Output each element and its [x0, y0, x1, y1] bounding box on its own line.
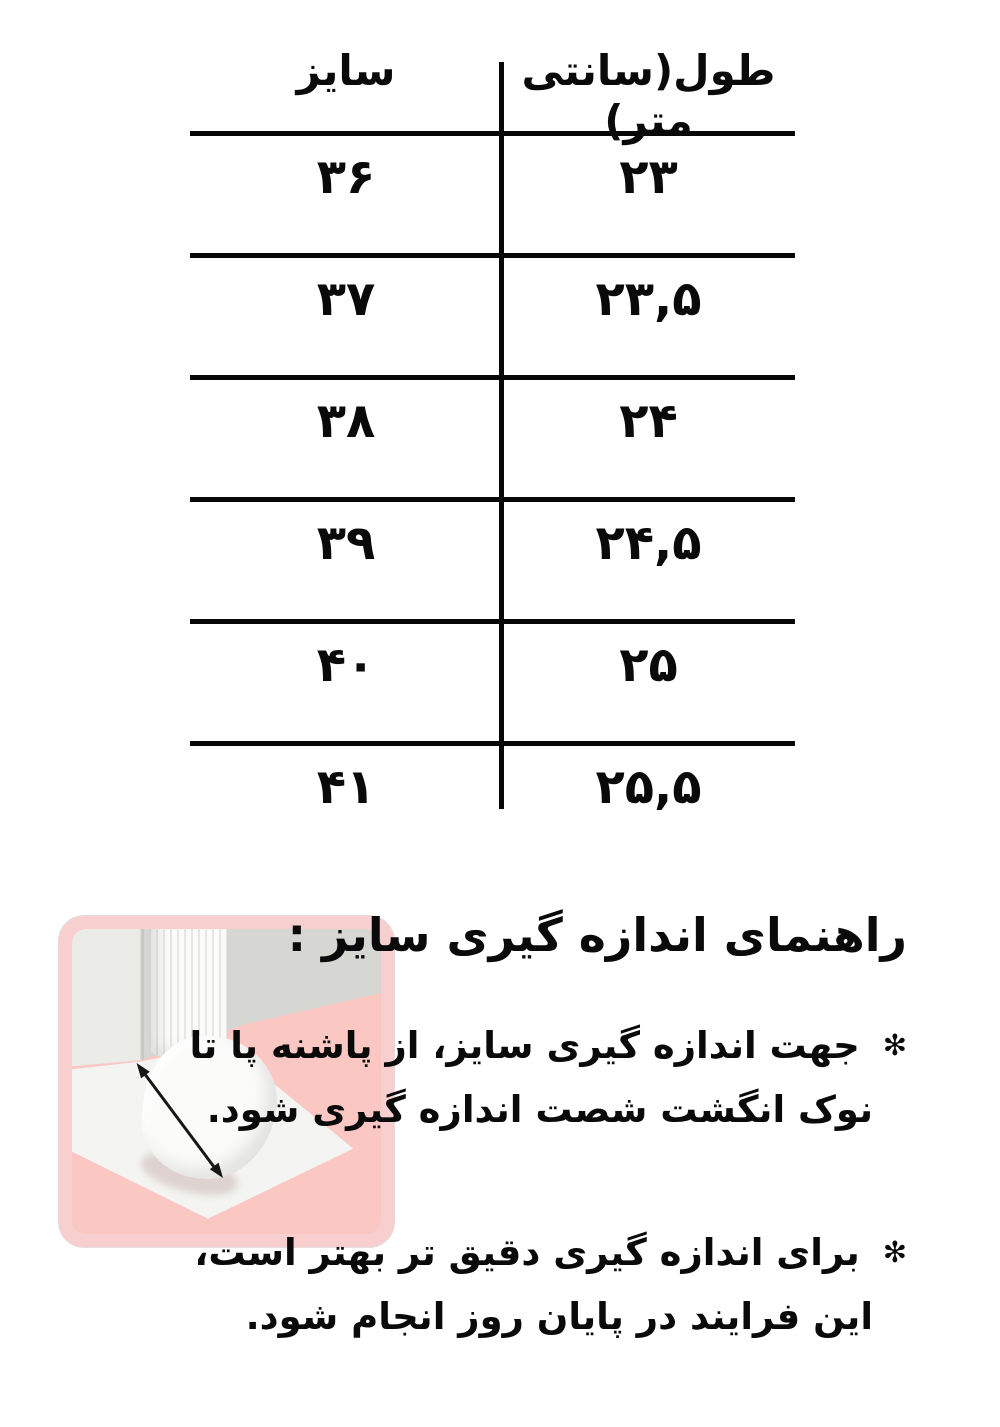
guide-bullet-list	[189, 1013, 907, 1349]
table-header-row	[190, 0, 795, 145]
bullet-text: این فرایند در پایان روز انجام شود.	[245, 1295, 873, 1338]
length-column-header: طول(سانتی متر)	[521, 46, 776, 145]
measurement-guide	[189, 903, 907, 1427]
length-cell: ۲۳,۵	[595, 271, 702, 327]
size-cell: ۴۱	[316, 759, 376, 815]
size-column-header: سایز	[296, 46, 396, 95]
length-cell: ۲۵,۵	[595, 759, 702, 815]
guide-bullet	[189, 1013, 907, 1142]
size-cell: ۳۸	[316, 393, 376, 449]
table-row	[190, 624, 795, 746]
bullet-line	[194, 1220, 907, 1285]
length-cell: ۲۴	[619, 393, 678, 449]
table-row	[190, 380, 795, 502]
table-row	[190, 136, 795, 258]
size-cell: ۳۶	[316, 149, 376, 205]
asterisk-icon: ✻	[882, 1028, 907, 1062]
guide-title: راهنمای اندازه گیری سایز :	[287, 908, 907, 962]
size-cell: ۳۹	[316, 515, 376, 571]
size-cell: ۳۷	[316, 271, 376, 327]
length-cell: ۲۳	[619, 149, 678, 205]
bullet-text: برای اندازه گیری دقیق تر بهتر است،	[194, 1231, 860, 1274]
asterisk-icon: ✻	[882, 1235, 907, 1269]
guide-bullet	[194, 1220, 907, 1349]
bullet-line	[189, 1013, 907, 1078]
length-cell: ۲۴,۵	[595, 515, 702, 571]
table-row	[190, 258, 795, 380]
bullet-text: جهت اندازه گیری سایز، از پاشنه پا تا	[189, 1024, 860, 1067]
size-chart-table	[190, 0, 795, 858]
bullet-text: نوک انگشت شصت اندازه گیری شود.	[206, 1088, 873, 1131]
size-cell: ۴۰	[316, 637, 376, 693]
table-row	[190, 502, 795, 624]
column-divider-line	[499, 62, 504, 809]
length-cell: ۲۵	[619, 637, 678, 693]
table-row	[190, 746, 795, 858]
